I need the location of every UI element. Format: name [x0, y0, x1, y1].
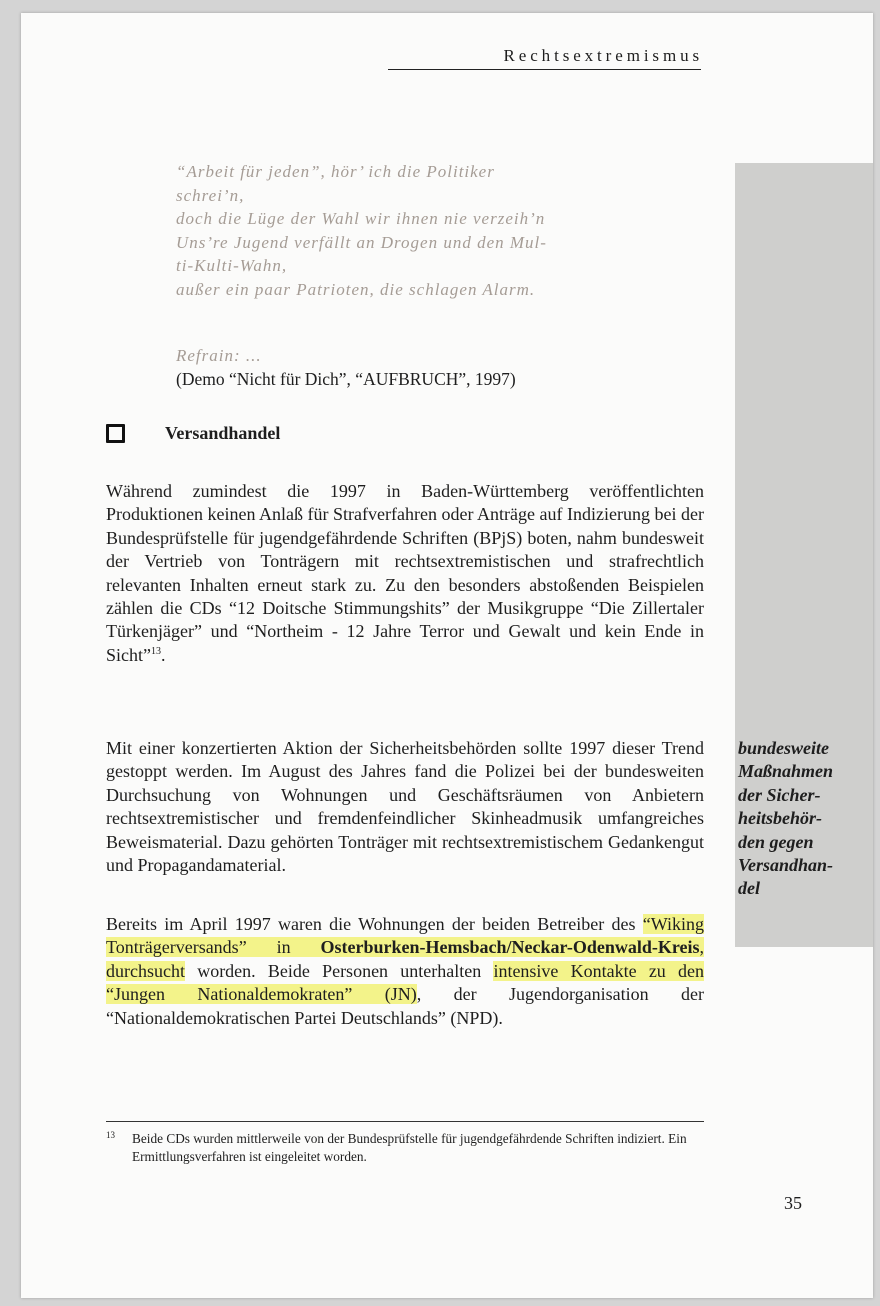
- checkbox-square-icon: [106, 424, 125, 443]
- section-title: Versandhandel: [165, 423, 281, 443]
- paragraph-3: [106, 913, 704, 1030]
- margin-note-line: heitsbehör-: [738, 808, 823, 829]
- footnote-number: 13: [106, 1130, 115, 1140]
- highlight-location: Osterburken-Hemsbach/Neckar-Odenwald-Kreis: [320, 937, 700, 958]
- poem-line: außer ein paar Patrioten, die schlagen Alarm.: [176, 279, 536, 299]
- poem-line: doch die Lüge der Wahl wir ihnen nie verzeih’n: [176, 209, 546, 228]
- poem-line: ti-Kulti-Wahn,: [176, 256, 288, 275]
- page-number: 35: [784, 1193, 802, 1213]
- margin-note-line: bundesweite: [738, 738, 830, 758]
- paragraph-1: [106, 480, 704, 667]
- margin-note-line: der Sicher-: [738, 784, 821, 805]
- footnote-reference[interactable]: 13: [151, 645, 161, 657]
- highlight-text: , durchsucht: [106, 937, 704, 981]
- margin-note-line: del: [738, 878, 760, 899]
- poem-quote: [176, 160, 636, 301]
- margin-note: [738, 737, 870, 901]
- margin-note-line: Versandhan-: [738, 855, 834, 876]
- margin-note-line: den gegen: [738, 831, 814, 852]
- footnote-rule: [106, 1121, 704, 1122]
- margin-note-line: Maßnahmen: [738, 761, 834, 782]
- footnote: [106, 1130, 704, 1166]
- poem-line: Uns’re Jugend verfällt an Drogen und den Mul-: [176, 232, 547, 252]
- paragraph-1-text: Während zumindest die 1997 in Baden-Württemberg veröffentlichten Produktionen keinen Anlaß für Strafverfahren oder Anträge auf Indizierung bei der Bundesprüfstelle für jugendgefährdende Schriften (BPjS) boten, nahm bundesweit der Vertrieb von Tonträgern mit rechtsextremistischen und strafrechtlich relevanten Inhalten erneut stark zu. Zu den besonders abstoßenden Beispielen zählen die CDs “12 Doitsche Stimmungshits” der Musikgruppe “Die Zillertaler Türkenjäger” und “Northeim - 12 Jahre Terror und Gewalt und kein Ende in Sicht”: [106, 481, 704, 665]
- paragraph-1-end: .: [161, 644, 166, 665]
- paragraph-3-part-2: worden. Beide Personen unterhalten: [184, 960, 494, 981]
- footnote-text: Beide CDs wurden mittlerweile von der Bundesprüfstelle für jugendgefährdende Schriften indiziert. Ein Ermittlungsverfahren ist eingeleitet worden.: [132, 1131, 687, 1164]
- highlight-jn: intensive Kontakte zu den “Jungen Nationaldemokraten” (JN): [106, 960, 704, 1005]
- poem-line: schrei’n,: [176, 185, 245, 205]
- paragraph-3-part-3: , der Jugendorganisation der “Nationaldemokratischen Partei Deutschlands” (NPD).: [106, 984, 704, 1028]
- header-rule: [388, 69, 701, 70]
- running-head: Rechtsextremismus: [503, 46, 703, 65]
- paragraph-3-part-1: Bereits im April 1997 waren die Wohnungen der beiden Betreiber des: [106, 914, 643, 934]
- poem-line: “Arbeit für jeden”, hör’ ich die Politiker: [176, 162, 495, 181]
- poem-refrain: Refrain: ...: [176, 346, 262, 365]
- poem-source: (Demo “Nicht für Dich”, “AUFBRUCH”, 1997): [176, 369, 516, 389]
- paragraph-2: Mit einer konzertierten Aktion der Sicherheitsbehörden sollte 1997 dieser Trend gestoppt werden. Im August des Jahres fand die Polizei bei der bundesweiten Durchsuchung von Wohnungen und Geschäftsräumen von Anbietern rechtsextremistischer und fremdenfeindlicher Skinheadmusik umfangreiches Beweismaterial. Dazu gehörten Tonträger mit rechtsextremistischem Gedankengut und Propagandamaterial.: [106, 738, 704, 876]
- highlight-text: “Wiking Tonträgerversands” in: [106, 914, 704, 958]
